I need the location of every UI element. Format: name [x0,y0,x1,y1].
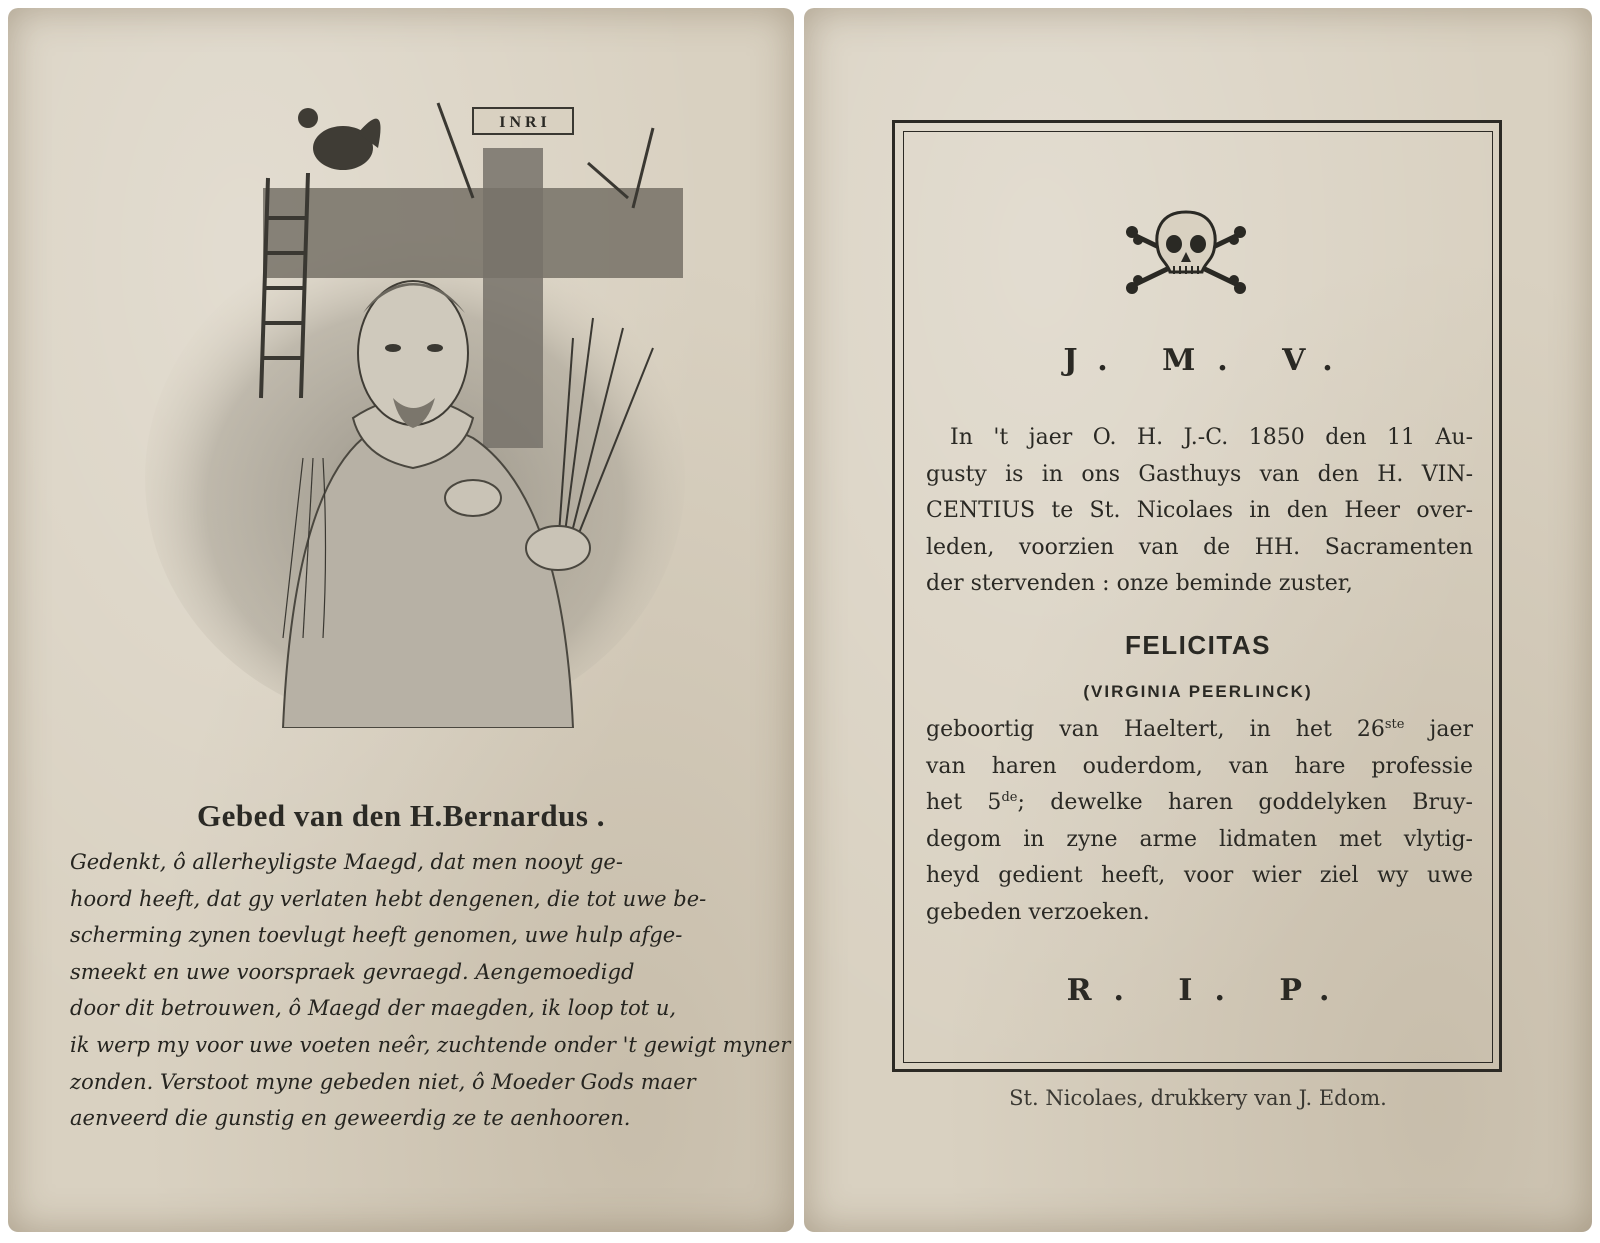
notice-line: In 't jaer O. H. J.-C. 1850 den 11 Au- [950,425,1473,450]
bio-line: degom in zyne arme lidmaten met vlytig- [926,826,1473,852]
saint-bernard-engraving [143,78,688,728]
prayer-text [70,844,791,1137]
bio-line: gebeden verzoeken. [926,899,1150,925]
birth-name: (VIRGINIA PEERLINCK) [1083,682,1313,701]
prayer-line: smeekt en uwe voorspraek gevraegd. Aengemoedigd [70,959,635,984]
biography-paragraph [926,712,1473,932]
printer-credit: St. Nicolaes, drukkery van J. Edom. [1009,1086,1387,1110]
skull-crossbones-icon [1124,206,1248,298]
prayer-card [8,8,794,1232]
notice-line: CENTIUS te St. Nicolaes in den Heer over- [926,498,1473,524]
prayer-line: door dit betrouwen, ô Maegd der maegden, ik loop tot u, [70,996,677,1021]
notice-line: leden, voorzien van de HH. Sacramenten [926,534,1473,560]
inri-plaque-text: I N R I [499,114,547,131]
bio-line: heyd gedient heeft, voor wier ziel wy uwe [926,863,1473,889]
bio-line: van haren ouderdom, van hare professie [926,753,1473,779]
prayer-line: aenveerd die gunstig en geweerdig ze te aenhooren. [70,1106,631,1131]
prayer-line: Gedenkt, ô allerheyligste Maegd, dat men nooyt ge- [70,850,623,874]
jmv-heading: J. M. V. [1063,343,1355,378]
prayer-line: zonden. Verstoot myne gebeden niet, ô Moeder Gods maer [70,1069,696,1094]
memorial-card [804,8,1592,1232]
prayer-line: hoord heeft, dat gy verlaten hebt dengenen, die tot uwe be- [70,886,707,911]
death-notice-paragraph [926,420,1473,603]
bio-line: het 5de; dewelke haren goddelyken Bruy- [926,790,1473,816]
bio-line: geboortig van Haeltert, in het 26ste jaer [926,717,1474,742]
notice-line: der stervenden : onze beminde zuster, [926,571,1353,597]
prayer-line: scherming zynen toevlugt heeft genomen, uwe hulp afge- [70,923,683,948]
prayer-line: ik werp my voor uwe voeten neêr, zuchtende onder 't gewigt myner [70,1032,791,1057]
prayer-title: Gebed van den H.Bernardus . [197,798,605,833]
religious-name: FELICITAS [1125,630,1271,660]
notice-line: gusty is in ons Gasthuys van den H. VIN- [926,461,1473,487]
rip-closing: R. I. P. [1066,973,1352,1008]
